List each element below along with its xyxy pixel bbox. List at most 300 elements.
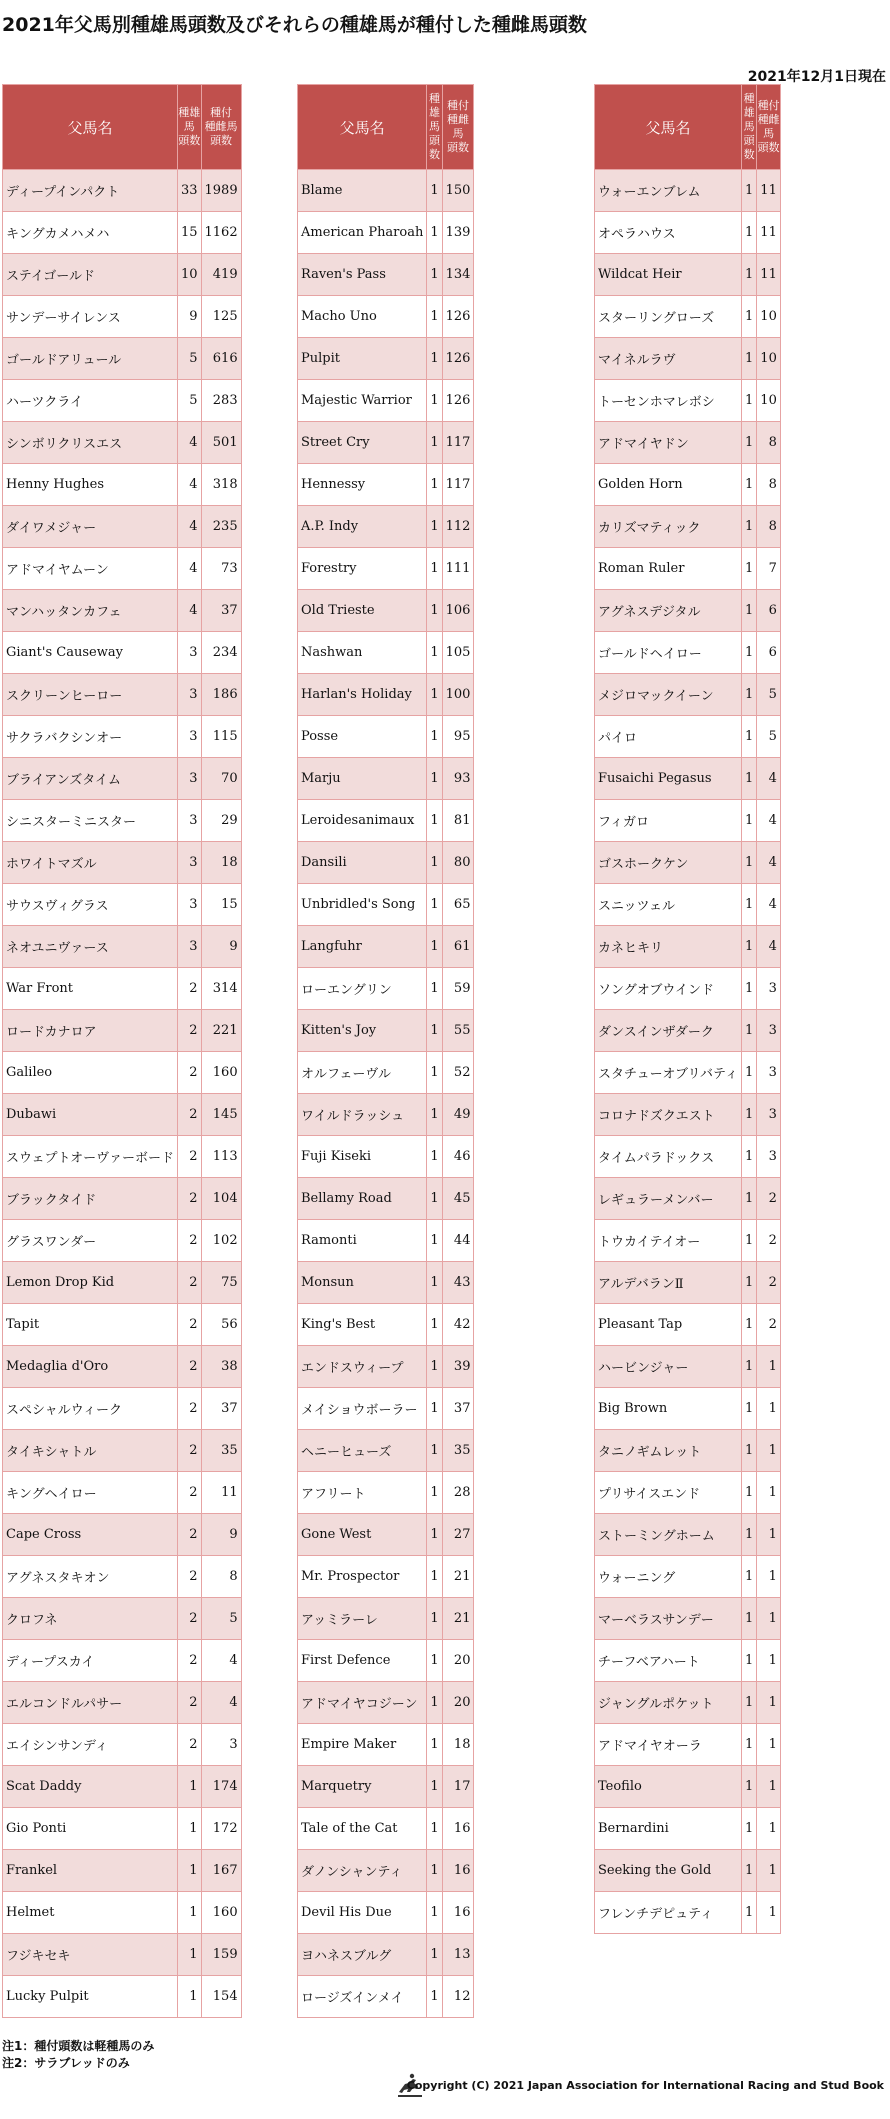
header-stallion-count: 種雄馬 頭数 [427, 85, 442, 170]
mare-count: 8 [757, 422, 781, 464]
sire-name: シンボリクリスエス [3, 422, 178, 464]
mare-count: 10 [757, 380, 781, 422]
table-row [3, 800, 242, 842]
mare-count: 20 [442, 1640, 474, 1682]
sire-name: アドマイヤムーン [3, 548, 178, 590]
table-row [298, 1556, 474, 1598]
table-row [595, 1304, 781, 1346]
mare-count: 1 [757, 1640, 781, 1682]
sire-name: フィガロ [595, 800, 742, 842]
stallion-count: 1 [427, 254, 442, 296]
table-row [298, 1976, 474, 2018]
mare-count: 10 [757, 296, 781, 338]
stallion-count: 1 [427, 1178, 442, 1220]
sire-name: ダノンシャンティ [298, 1850, 427, 1892]
table-row [3, 968, 242, 1010]
stallion-count: 1 [742, 1430, 757, 1472]
table-row [3, 506, 242, 548]
stallion-count: 1 [742, 548, 757, 590]
stallion-count: 1 [742, 254, 757, 296]
stallion-count: 1 [427, 380, 442, 422]
mare-count: 3 [757, 1052, 781, 1094]
stallion-count: 3 [177, 758, 201, 800]
mare-count: 18 [442, 1724, 474, 1766]
mare-count: 160 [201, 1892, 241, 1934]
mare-count: 39 [442, 1346, 474, 1388]
mare-count: 11 [757, 170, 781, 212]
sire-name: King's Best [298, 1304, 427, 1346]
sire-name: ワイルドラッシュ [298, 1094, 427, 1136]
stallion-count: 1 [742, 464, 757, 506]
mare-count: 2 [757, 1304, 781, 1346]
mare-count: 117 [442, 422, 474, 464]
sire-name: アドマイヤオーラ [595, 1724, 742, 1766]
sire-name: Unbridled's Song [298, 884, 427, 926]
table-row [298, 1430, 474, 1472]
table-row [3, 1220, 242, 1262]
stallion-count: 15 [177, 212, 201, 254]
stallion-count: 1 [427, 1220, 442, 1262]
note-1: 注1：種付頭数は軽種馬のみ [2, 2039, 155, 2053]
table-row [595, 1556, 781, 1598]
table-row [595, 464, 781, 506]
mare-count: 159 [201, 1934, 241, 1976]
stallion-count: 1 [427, 1010, 442, 1052]
table-row [3, 1808, 242, 1850]
sire-name: ブライアンズタイム [3, 758, 178, 800]
table-row [595, 1346, 781, 1388]
mare-count: 104 [201, 1178, 241, 1220]
stallion-count: 1 [742, 338, 757, 380]
table-row [298, 1136, 474, 1178]
table-row [298, 464, 474, 506]
mare-count: 13 [442, 1934, 474, 1976]
table-row [595, 506, 781, 548]
mare-count: 419 [201, 254, 241, 296]
stallion-count: 1 [177, 1766, 201, 1808]
stallion-count: 1 [427, 1304, 442, 1346]
mare-count: 1 [757, 1472, 781, 1514]
stallion-count: 1 [427, 1766, 442, 1808]
stallion-count: 1 [427, 212, 442, 254]
stallion-count: 1 [742, 1472, 757, 1514]
sire-name: Pulpit [298, 338, 427, 380]
sire-name: キングカメハメハ [3, 212, 178, 254]
table-row [298, 1682, 474, 1724]
sire-name: サクラバクシンオー [3, 716, 178, 758]
table-row [595, 674, 781, 716]
mare-count: 55 [442, 1010, 474, 1052]
table-row [595, 1766, 781, 1808]
table-row [595, 1472, 781, 1514]
sire-name: コロナドズクエスト [595, 1094, 742, 1136]
sire-name: War Front [3, 968, 178, 1010]
sire-name: Hennessy [298, 464, 427, 506]
mare-count: 113 [201, 1136, 241, 1178]
mare-count: 3 [201, 1724, 241, 1766]
sire-name: Frankel [3, 1850, 178, 1892]
stallion-count: 1 [427, 716, 442, 758]
table-row [3, 464, 242, 506]
mare-count: 318 [201, 464, 241, 506]
table-row [298, 632, 474, 674]
sire-name: ヘニーヒューズ [298, 1430, 427, 1472]
sire-name: プリサイスエンド [595, 1472, 742, 1514]
mare-count: 27 [442, 1514, 474, 1556]
mare-count: 7 [757, 548, 781, 590]
mare-count: 115 [201, 716, 241, 758]
stallion-count: 2 [177, 1178, 201, 1220]
sire-name: ディープスカイ [3, 1640, 178, 1682]
stallion-count: 1 [742, 296, 757, 338]
sire-name: Dubawi [3, 1094, 178, 1136]
sire-name: Bellamy Road [298, 1178, 427, 1220]
stallion-count: 2 [177, 1094, 201, 1136]
mare-count: 93 [442, 758, 474, 800]
table-row [595, 716, 781, 758]
table-row [595, 632, 781, 674]
header-stallion-count: 種雄馬 頭数 [742, 85, 757, 170]
mare-count: 95 [442, 716, 474, 758]
stallion-count: 1 [427, 422, 442, 464]
sire-name: Tale of the Cat [298, 1808, 427, 1850]
sire-name: ネオユニヴァース [3, 926, 178, 968]
sire-name: クロフネ [3, 1598, 178, 1640]
sire-name: オペラハウス [595, 212, 742, 254]
sire-name: ハーツクライ [3, 380, 178, 422]
table-row [298, 422, 474, 464]
mare-count: 3 [757, 1010, 781, 1052]
sire-name: ダンスインザダーク [595, 1010, 742, 1052]
sire-name: エンドスウィープ [298, 1346, 427, 1388]
table-row [595, 1850, 781, 1892]
mare-count: 125 [201, 296, 241, 338]
table-row [298, 1472, 474, 1514]
table-row [3, 1976, 242, 2018]
mare-count: 9 [201, 1514, 241, 1556]
table-row [595, 1598, 781, 1640]
sire-name: Lemon Drop Kid [3, 1262, 178, 1304]
sire-name: ストーミングホーム [595, 1514, 742, 1556]
stallion-count: 1 [742, 1262, 757, 1304]
stallion-count: 10 [177, 254, 201, 296]
mare-count: 100 [442, 674, 474, 716]
stallion-count: 4 [177, 464, 201, 506]
stallion-count: 1 [742, 1094, 757, 1136]
mare-count: 70 [201, 758, 241, 800]
sire-name: Macho Uno [298, 296, 427, 338]
sire-name: アッミラーレ [298, 1598, 427, 1640]
table-row [298, 758, 474, 800]
stallion-count: 1 [742, 1556, 757, 1598]
table-row [298, 212, 474, 254]
stallion-count: 1 [427, 1052, 442, 1094]
mare-count: 45 [442, 1178, 474, 1220]
table-row [298, 884, 474, 926]
stallion-count: 1 [742, 1892, 757, 1934]
sire-name: オルフェーヴル [298, 1052, 427, 1094]
stallion-count: 2 [177, 1430, 201, 1472]
stallion-count: 3 [177, 800, 201, 842]
table-row [595, 800, 781, 842]
table-row [595, 296, 781, 338]
stallion-count: 1 [177, 1934, 201, 1976]
mare-count: 81 [442, 800, 474, 842]
table-row [595, 1010, 781, 1052]
table-row [595, 1808, 781, 1850]
table-row [298, 1892, 474, 1934]
stallion-count: 3 [177, 926, 201, 968]
mare-count: 112 [442, 506, 474, 548]
table-row [3, 1556, 242, 1598]
table-row [595, 1724, 781, 1766]
mare-count: 52 [442, 1052, 474, 1094]
table-row [3, 926, 242, 968]
table-row [595, 380, 781, 422]
table-row [3, 1094, 242, 1136]
mare-count: 102 [201, 1220, 241, 1262]
sire-name: ジャングルポケット [595, 1682, 742, 1724]
mare-count: 6 [757, 632, 781, 674]
table-row [3, 590, 242, 632]
stallion-count: 3 [177, 674, 201, 716]
mare-count: 16 [442, 1892, 474, 1934]
mare-count: 29 [201, 800, 241, 842]
sire-name: Teofilo [595, 1766, 742, 1808]
table-row [298, 1850, 474, 1892]
stallion-count: 3 [177, 716, 201, 758]
table-row [595, 1220, 781, 1262]
mare-count: 5 [757, 716, 781, 758]
sire-name: ブラックタイド [3, 1178, 178, 1220]
stallion-count: 1 [427, 1640, 442, 1682]
table-row [298, 1514, 474, 1556]
table-row [3, 212, 242, 254]
table-row [298, 1766, 474, 1808]
table-row [3, 1682, 242, 1724]
table-row [298, 506, 474, 548]
stallion-count: 2 [177, 1262, 201, 1304]
mare-count: 11 [757, 212, 781, 254]
mare-count: 106 [442, 590, 474, 632]
sire-name: アフリート [298, 1472, 427, 1514]
sire-name: American Pharoah [298, 212, 427, 254]
table-row [298, 170, 474, 212]
sire-name: Fusaichi Pegasus [595, 758, 742, 800]
mare-count: 1 [757, 1556, 781, 1598]
sire-name: ゴールドヘイロー [595, 632, 742, 674]
table-row [3, 1724, 242, 1766]
sire-name: ゴールドアリュール [3, 338, 178, 380]
mare-count: 4 [201, 1682, 241, 1724]
table-row [3, 1136, 242, 1178]
mare-count: 616 [201, 338, 241, 380]
stallion-count: 1 [427, 1388, 442, 1430]
sire-name: ロージズインメイ [298, 1976, 427, 2018]
note-2: 注2：サラブレッドのみ [2, 2056, 130, 2070]
sire-name: スタチューオブリバティ [595, 1052, 742, 1094]
table-row [298, 1346, 474, 1388]
mare-count: 46 [442, 1136, 474, 1178]
sire-name: Street Cry [298, 422, 427, 464]
mare-count: 186 [201, 674, 241, 716]
sire-name: チーフベアハート [595, 1640, 742, 1682]
table-row [595, 1136, 781, 1178]
stallion-count: 1 [742, 506, 757, 548]
table-row [3, 422, 242, 464]
stallion-count: 2 [177, 1640, 201, 1682]
table-row [3, 1514, 242, 1556]
table-row [3, 1892, 242, 1934]
stallion-count: 1 [427, 1430, 442, 1472]
sire-name: パイロ [595, 716, 742, 758]
stallion-count: 2 [177, 1052, 201, 1094]
stallion-count: 1 [742, 380, 757, 422]
sire-name: Majestic Warrior [298, 380, 427, 422]
stallion-count: 1 [742, 1178, 757, 1220]
table-row [595, 548, 781, 590]
table-row [3, 1052, 242, 1094]
mare-count: 17 [442, 1766, 474, 1808]
stallion-count: 1 [427, 968, 442, 1010]
stallion-count: 1 [427, 1808, 442, 1850]
mare-count: 1 [757, 1892, 781, 1934]
sire-name: Gio Ponti [3, 1808, 178, 1850]
stallion-count: 2 [177, 1556, 201, 1598]
table-row [595, 926, 781, 968]
mare-count: 8 [757, 464, 781, 506]
mare-count: 154 [201, 1976, 241, 2018]
table-row [298, 968, 474, 1010]
sire-name: Marju [298, 758, 427, 800]
sire-name: A.P. Indy [298, 506, 427, 548]
sire-name: ディープインパクト [3, 170, 178, 212]
stallion-count: 1 [742, 1304, 757, 1346]
sire-name: Pleasant Tap [595, 1304, 742, 1346]
sire-name: ステイゴールド [3, 254, 178, 296]
stallion-count: 1 [742, 758, 757, 800]
stallion-count: 4 [177, 548, 201, 590]
sire-name: Galileo [3, 1052, 178, 1094]
header-sire-name: 父馬名 [298, 85, 427, 170]
table-row [298, 1640, 474, 1682]
sire-name: スニッツェル [595, 884, 742, 926]
sire-name: サンデーサイレンス [3, 296, 178, 338]
table-row [3, 380, 242, 422]
sire-name: Big Brown [595, 1388, 742, 1430]
stallion-count: 2 [177, 1136, 201, 1178]
stallion-count: 1 [177, 1976, 201, 2018]
sire-name: Leroidesanimaux [298, 800, 427, 842]
stallion-count: 1 [742, 842, 757, 884]
table-row [3, 884, 242, 926]
mare-count: 80 [442, 842, 474, 884]
sire-name: スクリーンヒーロー [3, 674, 178, 716]
mare-count: 44 [442, 1220, 474, 1262]
sire-name: Langfuhr [298, 926, 427, 968]
stallion-count: 1 [177, 1892, 201, 1934]
table-row [3, 1262, 242, 1304]
sire-name: エイシンサンディ [3, 1724, 178, 1766]
sire-name: Blame [298, 170, 427, 212]
sire-name: Empire Maker [298, 1724, 427, 1766]
stallion-count: 1 [177, 1808, 201, 1850]
mare-count: 61 [442, 926, 474, 968]
table-row [595, 170, 781, 212]
header-mare-count: 種付 種雌馬 頭数 [757, 85, 781, 170]
mare-count: 172 [201, 1808, 241, 1850]
table-row [298, 1598, 474, 1640]
mare-count: 1 [757, 1724, 781, 1766]
sire-name: Devil His Due [298, 1892, 427, 1934]
stallion-count: 2 [177, 1304, 201, 1346]
sire-name: シニスターミニスター [3, 800, 178, 842]
mare-count: 3 [757, 1094, 781, 1136]
mare-count: 5 [201, 1598, 241, 1640]
sire-name: Medaglia d'Oro [3, 1346, 178, 1388]
mare-count: 38 [201, 1346, 241, 1388]
table-row [3, 1850, 242, 1892]
mare-count: 4 [201, 1640, 241, 1682]
stallion-count: 1 [742, 926, 757, 968]
sire-name: タイキシャトル [3, 1430, 178, 1472]
mare-count: 6 [757, 590, 781, 632]
table-row [298, 800, 474, 842]
mare-count: 501 [201, 422, 241, 464]
stallion-count: 1 [742, 1388, 757, 1430]
stallion-count: 2 [177, 968, 201, 1010]
table-row [3, 170, 242, 212]
mare-count: 4 [757, 926, 781, 968]
sire-name: Posse [298, 716, 427, 758]
stallion-count: 33 [177, 170, 201, 212]
table-row [3, 716, 242, 758]
sire-name: Monsun [298, 1262, 427, 1304]
stallion-count: 1 [427, 884, 442, 926]
mare-count: 20 [442, 1682, 474, 1724]
mare-count: 3 [757, 1136, 781, 1178]
sire-name: マーベラスサンデー [595, 1598, 742, 1640]
mare-count: 1 [757, 1430, 781, 1472]
sire-name: Marquetry [298, 1766, 427, 1808]
table-row [595, 1178, 781, 1220]
mare-count: 2 [757, 1262, 781, 1304]
table-row [3, 1430, 242, 1472]
sire-name: Scat Daddy [3, 1766, 178, 1808]
stallion-count: 1 [427, 1556, 442, 1598]
mare-count: 134 [442, 254, 474, 296]
table-row [298, 1052, 474, 1094]
stallion-count: 1 [742, 1052, 757, 1094]
sire-name: First Defence [298, 1640, 427, 1682]
mare-count: 56 [201, 1304, 241, 1346]
table-row [3, 1304, 242, 1346]
stallion-count: 5 [177, 338, 201, 380]
mare-count: 1162 [201, 212, 241, 254]
stallion-count: 1 [742, 800, 757, 842]
mare-count: 2 [757, 1220, 781, 1262]
mare-count: 21 [442, 1598, 474, 1640]
table-row [3, 1598, 242, 1640]
stallion-count: 1 [742, 1346, 757, 1388]
table-row [3, 632, 242, 674]
sire-name: Gone West [298, 1514, 427, 1556]
mare-count: 9 [201, 926, 241, 968]
stallion-count: 1 [427, 1892, 442, 1934]
stallion-count: 1 [742, 1514, 757, 1556]
stallion-count: 1 [427, 800, 442, 842]
sire-name: ホワイトマズル [3, 842, 178, 884]
